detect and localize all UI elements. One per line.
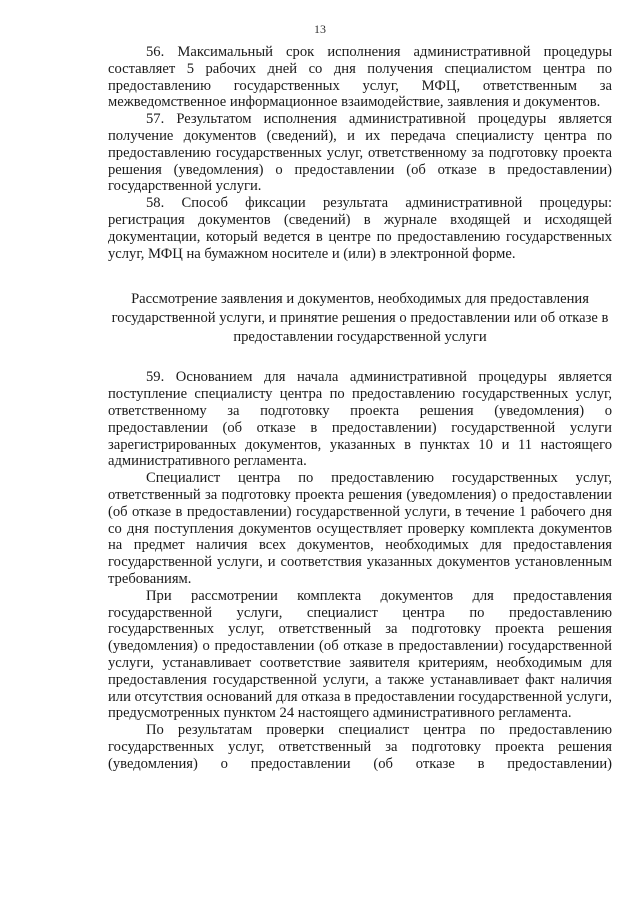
document-body bbox=[108, 44, 612, 772]
paragraph-results: По результатам проверки специалист центра по предоставлению государственных услуг, ответственный за подготовку проекта решения (уведомления) о предоставлении (об отказе в предоставлении) bbox=[108, 722, 612, 772]
paragraph-review: При рассмотрении комплекта документов для предоставления государственной услуги, специалист центра по предоставлению государственных услуг, ответственный за подготовку проекта решения (уведомления) о предоставлении (об отказе в предоставлении) государственной услуги, устанавливает соответствие заявителя критериям, необходимым для предоставления государственной услуги, а также устанавливает факт наличия или отсутствия оснований для отказа в предоставлении государственной услуги, предусмотренных пунктом 24 настоящего административного регламента. bbox=[108, 587, 612, 722]
paragraph-59: 59. Основанием для начала административной процедуры является поступление специалисту центра по предоставлению государственных услуг, ответственному за подготовку проекта решения (уведомления) о предоставлении (об отказе в предоставлении) государственной услуги зарегистрированных документов, указанных в пунктах 10 и 11 настоящего административного регламента. bbox=[108, 369, 612, 470]
section-heading: Рассмотрение заявления и документов, необходимых для предоставления государственной услуги, и принятие решения о предоставлении или об отказе в предоставлении государственной услуги bbox=[111, 291, 609, 346]
page-number: 13 bbox=[314, 22, 326, 36]
paragraph-57: 57. Результатом исполнения административной процедуры является получение документов (сведений), и их передача специалисту центра по предоставлению государственных услуг, ответственному за подготовку проекта решения (уведомления) о предоставлении (об отказе в предоставлении) государственной услуги. bbox=[108, 111, 612, 195]
paragraph-58: 58. Способ фиксации результата административной процедуры: регистрация документов (сведений) в журнале входящей и исходящей документации, который ведется в центре по предоставлению государственных услуг, МФЦ на бумажном носителе и (или) в электронной форме. bbox=[108, 195, 612, 262]
paragraph-specialist-check: Специалист центра по предоставлению государственных услуг, ответственный за подготовку проекта решения (уведомления) о предоставлении (об отказе в предоставлении) государственной услуги, в течение 1 рабочего дня со дня поступления документов осуществляет проверку комплекта документов на предмет наличия всех документов, необходимых для предоставления государственной услуги, и соответствия указанных документов установленным требованиям. bbox=[108, 470, 612, 587]
paragraph-56: 56. Максимальный срок исполнения административной процедуры составляет 5 рабочих дней со дня получения специалистом центра по предоставлению государственных услуг, МФЦ, ответственным за межведомственное информационное взаимодействие, заявления и документов. bbox=[108, 44, 612, 111]
